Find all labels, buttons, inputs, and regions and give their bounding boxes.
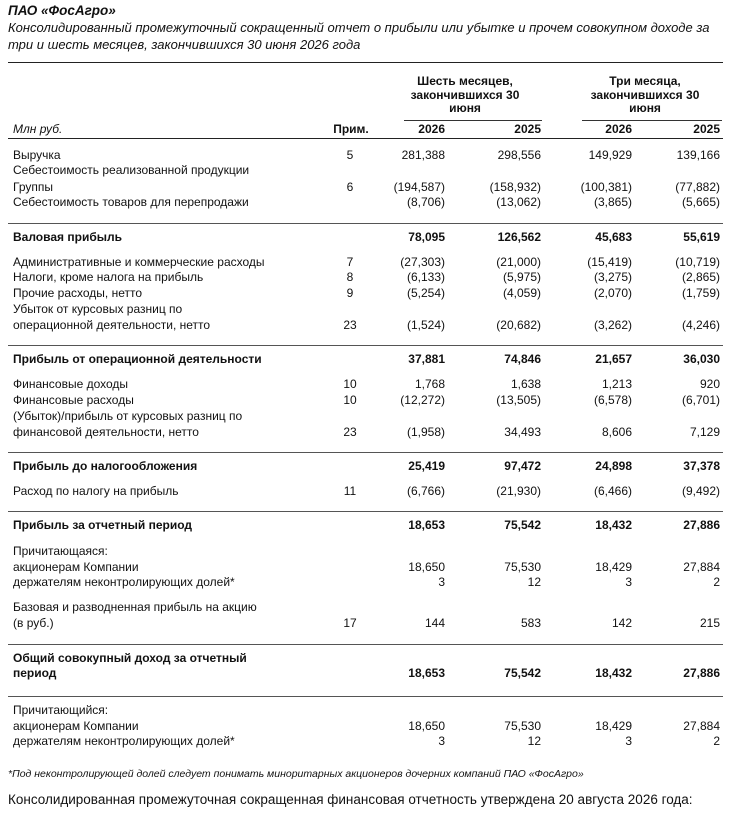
row-value-col-1: 18,650	[408, 560, 445, 574]
row-label: Себестоимость товаров для перепродажи	[13, 195, 249, 209]
header-six-months: Шесть месяцев, закончившихся 30 июня	[410, 74, 520, 115]
section-divider	[8, 696, 723, 697]
row-label: Валовая прибыль	[13, 230, 122, 244]
row-label: финансовой деятельности, нетто	[13, 425, 199, 439]
header-three-months: Три месяца, закончившихся 30 июня	[590, 74, 700, 115]
row-value-col-3: 3	[625, 575, 632, 589]
row-value-col-4: 139,166	[676, 148, 720, 162]
row-value-col-3: (3,275)	[593, 270, 632, 284]
top-rule	[8, 62, 723, 63]
row-value-col-2: (21,000)	[496, 255, 541, 269]
row-value-col-1: 18,653	[408, 518, 445, 532]
unit-label: Млн руб.	[13, 122, 63, 136]
year-col-3: 2026	[605, 122, 632, 136]
row-value-col-4: 7,129	[689, 425, 720, 439]
row-value-col-2: 1,638	[510, 377, 541, 391]
year-col-4: 2025	[693, 122, 720, 136]
row-value-col-1: (8,706)	[406, 195, 445, 209]
row-value-col-3: (100,381)	[580, 180, 632, 194]
row-label: Прибыль до налогообложения	[13, 459, 198, 473]
row-value-col-1: 1,768	[414, 377, 445, 391]
row-label: Прочие расходы, нетто	[13, 286, 143, 300]
row-note: 9	[346, 286, 354, 300]
row-value-col-3: 8,606	[601, 425, 632, 439]
row-value-col-4: 27,886	[683, 518, 720, 532]
row-value-col-3: 149,929	[588, 148, 632, 162]
row-note: 23	[343, 425, 357, 439]
row-label: (Убыток)/прибыль от курсовых разниц по	[13, 409, 243, 423]
row-value-col-3: (3,865)	[593, 195, 632, 209]
row-value-col-4: (2,865)	[681, 270, 720, 284]
section-divider	[8, 644, 723, 645]
row-value-col-1: (5,254)	[406, 286, 445, 300]
section-divider	[8, 345, 723, 346]
row-value-col-4: (1,759)	[681, 286, 720, 300]
row-value-col-2: (13,062)	[496, 195, 541, 209]
row-value-col-4: (77,882)	[675, 180, 720, 194]
row-value-col-2: 34,493	[504, 425, 541, 439]
row-note: 10	[343, 377, 357, 391]
row-value-col-4: 37,378	[683, 459, 720, 473]
row-note: 6	[346, 180, 354, 194]
row-value-col-4: 920	[699, 377, 720, 391]
row-note: 5	[346, 148, 354, 162]
row-note: 8	[346, 270, 354, 284]
row-note: 11	[343, 484, 357, 498]
row-value-col-3: 24,898	[595, 459, 632, 473]
row-value-col-2: 12	[527, 734, 541, 748]
row-value-col-4: 27,886	[683, 666, 720, 680]
row-value-col-2: 75,542	[504, 666, 541, 680]
row-value-col-2: 126,562	[497, 230, 541, 244]
header-rule	[8, 138, 723, 139]
row-value-col-4: 36,030	[683, 352, 720, 366]
header-underline-six	[404, 120, 542, 121]
row-value-col-4: 27,884	[683, 719, 720, 733]
row-value-col-1: (194,587)	[393, 180, 445, 194]
row-value-col-4: 27,884	[683, 560, 720, 574]
row-label: Прибыль за отчетный период	[13, 518, 193, 532]
approval-text: Консолидированная промежуточная сокращенная финансовая отчетность утверждена 20 августа 2026 года:	[8, 792, 693, 807]
row-value-col-4: 2	[713, 734, 720, 748]
row-value-col-2: 12	[527, 575, 541, 589]
row-label: Базовая и разводненная прибыль на акцию	[13, 600, 257, 614]
row-label: Налоги, кроме налога на прибыль	[13, 270, 204, 284]
row-value-col-2: (4,059)	[502, 286, 541, 300]
row-value-col-2: 298,556	[497, 148, 541, 162]
row-value-col-2: (13,505)	[496, 393, 541, 407]
row-value-col-3: 3	[625, 734, 632, 748]
row-value-col-2: (20,682)	[496, 318, 541, 332]
row-value-col-3: 45,683	[595, 230, 632, 244]
footnote: *Под неконтролирующей долей следует понимать миноритарных акционеров дочерних компаний ПАО «ФосАгро»	[8, 768, 584, 780]
row-value-col-4: 215	[699, 616, 720, 630]
row-value-col-2: 583	[520, 616, 541, 630]
row-value-col-3: 18,429	[595, 719, 632, 733]
row-value-col-2: 75,542	[504, 518, 541, 532]
note-header: Прим.	[333, 122, 369, 136]
row-value-col-1: (12,272)	[400, 393, 445, 407]
row-value-col-3: 18,429	[595, 560, 632, 574]
row-note: 7	[346, 255, 354, 269]
row-label: Выручка	[13, 148, 61, 162]
year-col-1: 2026	[418, 122, 445, 136]
row-label: акционерам Компании	[13, 560, 139, 574]
row-label: операционной деятельности, нетто	[13, 318, 211, 332]
section-divider	[8, 223, 723, 224]
row-value-col-1: (1,958)	[406, 425, 445, 439]
header-underline-three	[582, 120, 722, 121]
row-value-col-2: 74,846	[504, 352, 541, 366]
row-label: Общий совокупный доход за отчетный	[13, 651, 247, 665]
row-value-col-3: (3,262)	[593, 318, 632, 332]
row-note: 10	[343, 393, 357, 407]
row-label: Расход по налогу на прибыль	[13, 484, 179, 498]
statement-title: Консолидированный промежуточный сокращенный отчет о прибыли или убытке и прочем совокупном доходе за три и шесть месяцев, закончившихся 30 июня 2026 года	[8, 20, 710, 52]
row-value-col-1: (6,133)	[406, 270, 445, 284]
row-value-col-3: (2,070)	[593, 286, 632, 300]
row-value-col-4: 2	[713, 575, 720, 589]
row-value-col-3: 18,432	[595, 518, 632, 532]
row-label: период	[13, 666, 57, 680]
row-value-col-2: 97,472	[504, 459, 541, 473]
row-label: Группы	[13, 180, 53, 194]
row-label: акционерам Компании	[13, 719, 139, 733]
row-value-col-2: (5,975)	[502, 270, 541, 284]
row-value-col-2: (158,932)	[489, 180, 541, 194]
year-col-2: 2025	[514, 122, 541, 136]
row-value-col-1: 3	[438, 575, 445, 589]
row-label: Причитающийся:	[13, 703, 109, 717]
row-value-col-2: 75,530	[504, 560, 541, 574]
section-divider	[8, 511, 723, 512]
row-value-col-1: (27,303)	[400, 255, 445, 269]
row-value-col-4: (4,246)	[681, 318, 720, 332]
row-value-col-1: 281,388	[401, 148, 445, 162]
row-value-col-3: 21,657	[595, 352, 632, 366]
row-value-col-1: 25,419	[408, 459, 445, 473]
row-value-col-4: 55,619	[683, 230, 720, 244]
section-divider	[8, 452, 723, 453]
row-value-col-2: (21,930)	[496, 484, 541, 498]
row-value-col-1: 37,881	[408, 352, 445, 366]
row-value-col-1: 18,650	[408, 719, 445, 733]
row-value-col-2: 75,530	[504, 719, 541, 733]
row-label: держателям неконтролирующих долей*	[13, 575, 235, 589]
row-value-col-1: (1,524)	[406, 318, 445, 332]
row-value-col-4: (9,492)	[681, 484, 720, 498]
row-label: (в руб.)	[13, 616, 54, 630]
row-value-col-1: 144	[424, 616, 445, 630]
row-value-col-1: 3	[438, 734, 445, 748]
row-value-col-3: (15,419)	[587, 255, 632, 269]
row-label: Причитающаяся:	[13, 544, 108, 558]
row-note: 17	[343, 616, 357, 630]
row-value-col-3: 18,432	[595, 666, 632, 680]
row-label: держателям неконтролирующих долей*	[13, 734, 235, 748]
row-value-col-3: 142	[611, 616, 632, 630]
row-value-col-1: 18,653	[408, 666, 445, 680]
row-label: Себестоимость реализованной продукции	[13, 163, 250, 177]
row-value-col-4: (6,701)	[681, 393, 720, 407]
row-note: 23	[343, 318, 357, 332]
row-value-col-1: (6,766)	[406, 484, 445, 498]
row-value-col-1: 78,095	[408, 230, 445, 244]
row-label: Убыток от курсовых разниц по	[13, 302, 183, 316]
row-label: Административные и коммерческие расходы	[13, 255, 265, 269]
company-name: ПАО «ФосАгро»	[8, 3, 116, 18]
row-value-col-3: (6,578)	[593, 393, 632, 407]
row-label: Прибыль от операционной деятельности	[13, 352, 262, 366]
row-value-col-3: (6,466)	[593, 484, 632, 498]
row-value-col-4: (10,719)	[675, 255, 720, 269]
row-value-col-4: (5,665)	[681, 195, 720, 209]
row-value-col-3: 1,213	[601, 377, 632, 391]
row-label: Финансовые расходы	[13, 393, 134, 407]
row-label: Финансовые доходы	[13, 377, 129, 391]
